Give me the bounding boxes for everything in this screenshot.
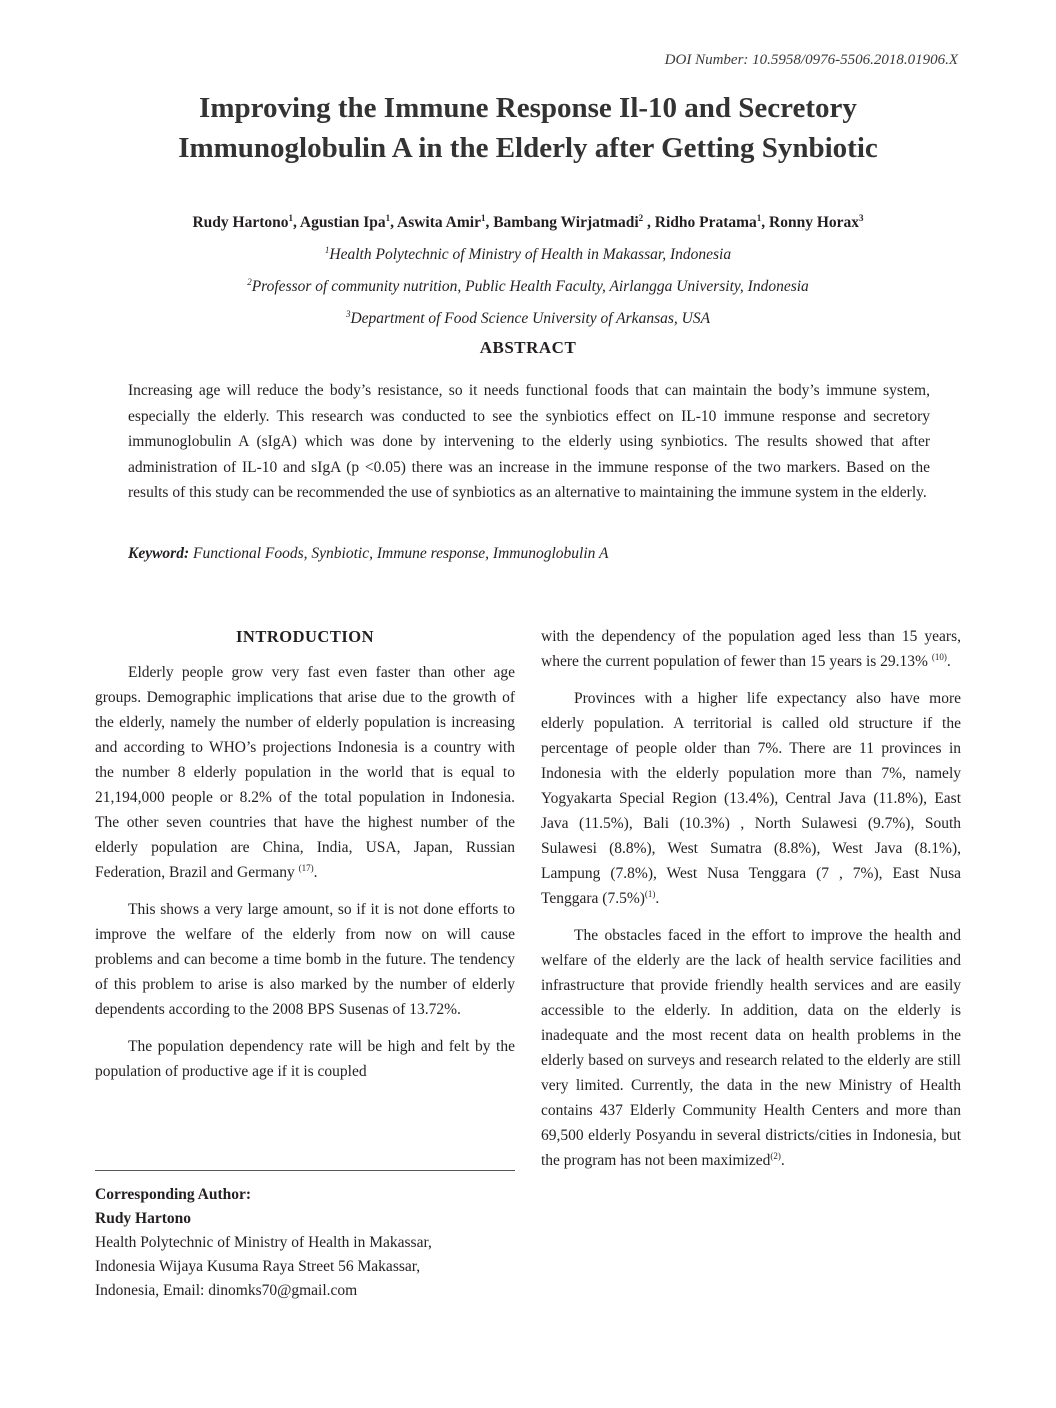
affiliation-sup: 2	[247, 276, 252, 287]
paragraph-end: .	[655, 890, 660, 907]
paragraph	[95, 660, 515, 885]
title-line-2: Immunoglobulin A in the Elderly after Getting Synbiotic	[178, 132, 878, 164]
author-sup: 2	[638, 212, 644, 223]
affiliation-sup: 3	[345, 308, 351, 319]
keywords-label: Keyword:	[128, 545, 190, 562]
corresponding-address-line: Indonesia Wijaya Kusuma Raya Street 56 Makassar,	[95, 1258, 421, 1275]
author-sep: ,	[643, 214, 655, 231]
citation: (17)	[298, 862, 314, 873]
abstract-heading: ABSTRACT	[479, 338, 577, 357]
author-sep: ,	[390, 214, 398, 231]
affiliation-sup: 1	[324, 244, 330, 255]
footnote-divider	[95, 1170, 515, 1171]
corresponding-name: Rudy Hartono	[95, 1210, 192, 1227]
title-line-1: Improving the Immune Response Il-10 and Secretory	[199, 92, 857, 124]
author: Aswita Amir	[397, 214, 481, 231]
citation: (10)	[931, 651, 947, 662]
left-column	[95, 624, 515, 1084]
author: Agustian Ipa	[299, 214, 386, 231]
paragraph	[541, 923, 961, 1173]
corresponding-label: Corresponding Author:	[95, 1186, 252, 1203]
paragraph-text: with the dependency of the population aged less than 15 years, where the current population of fewer than 15 years is 29.13%	[541, 628, 961, 670]
affiliation-text: Health Polytechnic of Ministry of Health in Makassar, Indonesia	[329, 246, 732, 263]
corresponding-address-line: Health Polytechnic of Ministry of Health in Makassar,	[95, 1234, 432, 1251]
paragraph	[541, 686, 961, 911]
paragraph	[95, 1034, 515, 1084]
citation: (2)	[770, 1150, 781, 1161]
affiliation-2	[90, 278, 966, 296]
paragraph-text: Elderly people grow very fast even faster than other age groups. Demographic implications that arise due to the growth of the elderly, namely the number of elderly population is increasing and according to WHO’s projections Indonesia is a country with the number 8 elderly population in the world that is equal to 21,194,000 people or 8.2% of the total population in Indonesia. The other seven countries that have the highest number of the elderly population are China, India, USA, Japan, Russian Federation, Brazil and Germany	[95, 664, 515, 881]
author-sep: ,	[761, 214, 770, 231]
author-sup: 1	[385, 212, 391, 223]
author-sup: 1	[288, 212, 293, 223]
author-sup: 1	[480, 212, 486, 223]
affiliation-text: Professor of community nutrition, Public Health Faculty, Airlangga University, Indonesia	[251, 278, 809, 295]
affiliation-3	[90, 310, 966, 328]
paragraph-end: .	[946, 653, 951, 670]
abstract-text: Increasing age will reduce the body’s resistance, so it needs functional foods that can maintain the body’s immune system, especially the elderly. This research was conducted to see the synbiotics effect on IL-10 immune response and secretory immunoglobulin A (sIgA) which was done by intervening to the elderly using synbiotics. The results showed that after administration of IL-10 and sIgA (p <0.05) there was an increase in the immune response of the two markers. Based on the results of this study can be recommended the use of synbiotics as an alternative to maintaining the immune system in the elderly.	[128, 382, 930, 501]
author-list	[90, 214, 966, 232]
doi-number: DOI Number: 10.5958/0976-5506.2018.01906.X	[664, 52, 958, 68]
paragraph-text: This shows a very large amount, so if it is not done efforts to improve the welfare of the elderly from now on will cause problems and can become a time bomb in the future. The tendency of this problem to arise is also marked by the number of elderly dependents according to the 2008 BPS Susenas of 13.72%.	[95, 901, 515, 1018]
paragraph-end: .	[313, 864, 318, 881]
author: Ronny Horax	[769, 214, 860, 231]
paragraph-text: Provinces with a higher life expectancy also have more elderly population. A territorial is called old structure if the percentage of people older than 7%. There are 11 provinces in Indonesia with the elderly population more than 7%, namely Yogyakarta Special Region (13.4%), Central Java (11.8%), East Java (11.5%), Bali (10.3%) , North Sulawesi (9.7%), South Sulawesi (8.8%), West Sumatra (8.8%), West Java (8.1%), Lampung (7.8%), West Nusa Tenggara (7 , 7%), East Nusa Tenggara (7.5%)	[541, 690, 961, 907]
author-sep: ,	[485, 214, 494, 231]
paragraph	[541, 624, 961, 674]
author-sep: ,	[292, 214, 300, 231]
author: Bambang Wirjatmadi	[493, 214, 639, 231]
section-heading: INTRODUCTION	[235, 627, 375, 646]
paragraph-text: The obstacles faced in the effort to improve the health and welfare of the elderly are the lack of health service facilities and infrastructure that provide friendly health services and are easily accessible to the elderly. In addition, data on the elderly is inadequate and the most recent data on health problems in the elderly based on surveys and research related to the elderly are still very limited. Currently, the data in the new Ministry of Health contains 437 Elderly Community Health Centers and more than 69,500 elderly Posyandu in several districts/cities in Indonesia, but the program has not been maximized	[541, 927, 961, 1169]
author-sup: 1	[756, 212, 762, 223]
corresponding-email-line: Indonesia, Email: dinomks70@gmail.com	[95, 1282, 358, 1299]
paper-title	[90, 88, 966, 168]
paragraph	[95, 897, 515, 1022]
keywords	[128, 545, 930, 563]
author: Rudy Hartono	[192, 214, 289, 231]
author-sup: 3	[859, 212, 864, 223]
author: Ridho Pratama	[654, 214, 757, 231]
paragraph-text: The population dependency rate will be high and felt by the population of productive age if it is coupled	[95, 1038, 515, 1080]
right-column	[541, 624, 961, 1185]
affiliation-1	[90, 246, 966, 264]
keywords-text: Functional Foods, Synbiotic, Immune response, Immunoglobulin A	[189, 545, 609, 562]
corresponding-author	[95, 1183, 515, 1303]
affiliation-text: Department of Food Science University of Arkansas, USA	[350, 310, 711, 327]
citation: (1)	[644, 888, 656, 899]
paragraph-end: .	[780, 1152, 785, 1169]
